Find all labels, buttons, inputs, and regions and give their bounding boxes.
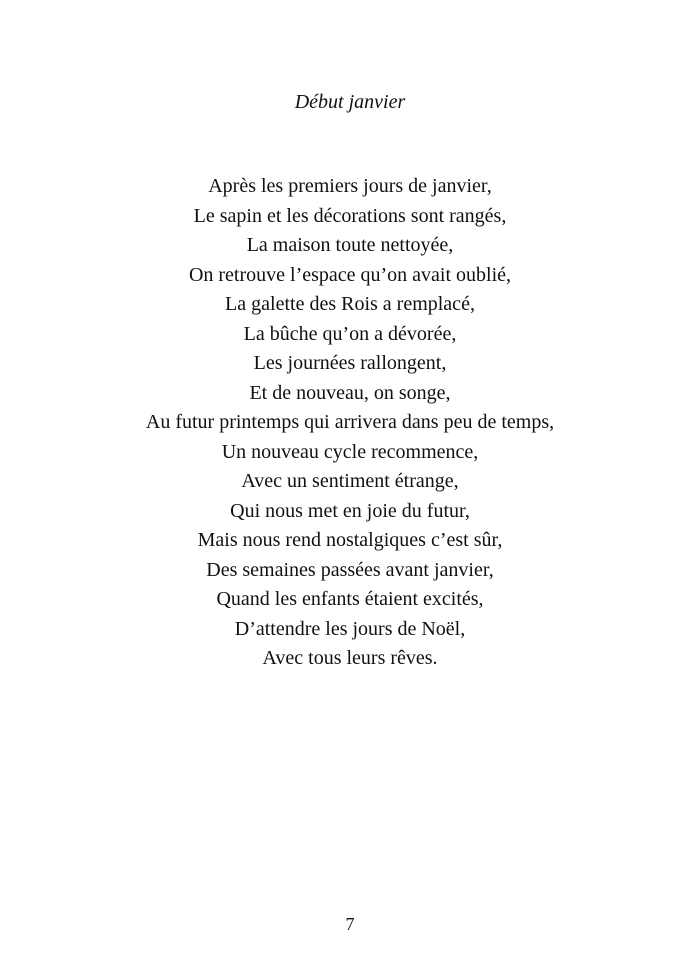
- poem-title: Début janvier: [294, 91, 406, 113]
- poem-line: Après les premiers jours de janvier,: [208, 175, 492, 197]
- poem-line: La galette des Rois a remplacé,: [225, 293, 475, 315]
- poem-line: Des semaines passées avant janvier,: [206, 558, 494, 581]
- poem-line: Les journées rallongent,: [253, 352, 447, 374]
- poem-line: La bûche qu’on a dévorée,: [243, 322, 457, 345]
- poem-line: Quand les enfants étaient excités,: [216, 588, 484, 610]
- poem-line: Qui nous met en joie du futur,: [230, 499, 470, 522]
- poem-line: Avec tous leurs rêves.: [262, 647, 438, 669]
- poem-body: [0, 172, 700, 674]
- poem-line: Mais nous rend nostalgiques c’est sûr,: [197, 529, 503, 551]
- poem-line: D’attendre les jours de Noël,: [234, 617, 466, 640]
- poem-line: Au futur printemps qui arrivera dans peu de temps,: [145, 411, 555, 433]
- poem-line: Un nouveau cycle recommence,: [221, 440, 479, 463]
- poem-line: Et de nouveau, on songe,: [249, 381, 451, 404]
- poem-line: On retrouve l’espace qu’on avait oublié,: [188, 263, 512, 286]
- poem-line: La maison toute nettoyée,: [246, 234, 454, 256]
- page-number: 7: [345, 914, 355, 934]
- poem-line: Avec un sentiment étrange,: [241, 470, 459, 492]
- poem-line: Le sapin et les décorations sont rangés,: [193, 204, 507, 227]
